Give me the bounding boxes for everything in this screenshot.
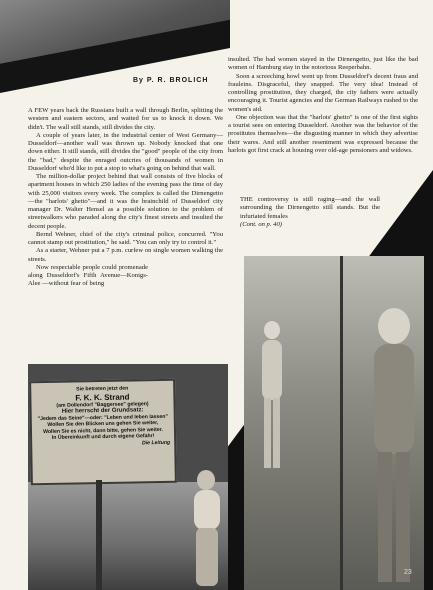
paragraph: As a starter, Wehner put a 7 p.m. curfew on single women walking the streets. [28,247,223,263]
shower-photo [244,256,424,590]
sign-line: Sie betreten jetzt den [76,385,129,393]
figure-background [252,316,292,476]
article-column-right [228,56,418,155]
sign-line: Wollen Sie es nicht, dann bitte, gehen Sie weiter. [43,426,163,435]
paragraph: A couple of years later, in the industrial center of West Germany—Dusseldorf—another wall was thrown up. Nobody knocked that one down either. It still stands, still divides the "good" people of the city from the "bad," despite the enraged outcries of thousands of women in Dusseldorf who'd like to put a stop to what's going on behind that wall. [28,131,223,172]
figure-foreground [354,304,424,590]
page-number: 23 [404,569,412,576]
sign-line: "Jedem das Seine"—oder: "Leben und leben lassen" [37,413,168,422]
paragraph: One objection was that the "harlots' ghetto" is one of the first sights a tourist sees on entering Dusseldorf. Another was the behavior of the prostitutes themselves—the disgusting manner in which they advertise their wares. And still another resentment was expressed because the harlots got first crack at housing over old-age pensioners and widows. [228,113,418,154]
article-column-right-continued [240,196,380,229]
beach-sign [29,379,177,486]
sign-post [96,480,102,590]
paragraph: The million-dollar project behind that wall consists of five blocks of apartment houses in which 250 ladies of the evening pass the time of day with 25,000 visitors every week. The complex is called the Dirnengetto—the "harlots' ghetto"—and it was the brainchild of Dusseldorf city manager Dr. Walter Hensel as a possible solution to the problem of streetwalkers who paraded along the city's finest streets and insulted the decent people. [28,173,223,230]
paragraph: THE controversy is still raging—and the wall surrounding the Dirnengetto still stands. But the infuriated females [240,196,380,220]
paragraph: insulted. The bad women stayed in the Dirnengetto, just like the bad women of Hamburg stay in the notorious Reeperbahn. [228,56,418,72]
continuation-note: (Cont. on p. 40) [240,220,282,228]
sign-line: F. K. K. Strand [75,392,130,402]
sign-line: (am Dollendorf "Baggersee" gelegen) [56,400,149,409]
byline: By P. R. BROLICH [133,77,209,84]
sign-text [31,381,174,452]
paragraph: Soon a screeching howl went up from Dusseldorf's decent fraus and frauleins. Disgraceful, they snapped. The very idea! Instead of controlling prostitution, they charged, the city fathers were actually encouraging it. Tourist agencies and the German Railways rushed to the women's aid. [228,72,418,113]
beach-sign-photo [28,364,228,590]
sign-line: In Übereinkunft und durch eigene Gefahr! [51,433,155,441]
article-column-left [28,107,223,289]
sign-line: Wollen Sie den Blicken uns gehen Sie weiter, [47,420,159,428]
shower-pipe [340,256,343,590]
paragraph: Bernd Wehner, chief of the city's criminal police, concurred. "You cannot stamp out prostitution," he said. "You can only try to control it." [28,230,223,246]
woman-figure [178,468,228,590]
paragraph-text: A FEW years back the Russians built a wall through Berlin, splitting the western and eastern sectors, and waited for us to knock it down. We didn't. The wall still stands, still divides the city. [28,107,223,131]
sign-line: Die Leitung [141,439,171,446]
paragraph: Now respectable people could promenade along Dusseldorf's Fifth Avenue—Konigs-Alee —without fear of being [28,263,148,288]
sign-line: Hier herrscht der Grundsatz: [61,407,144,415]
paragraph [28,107,223,132]
